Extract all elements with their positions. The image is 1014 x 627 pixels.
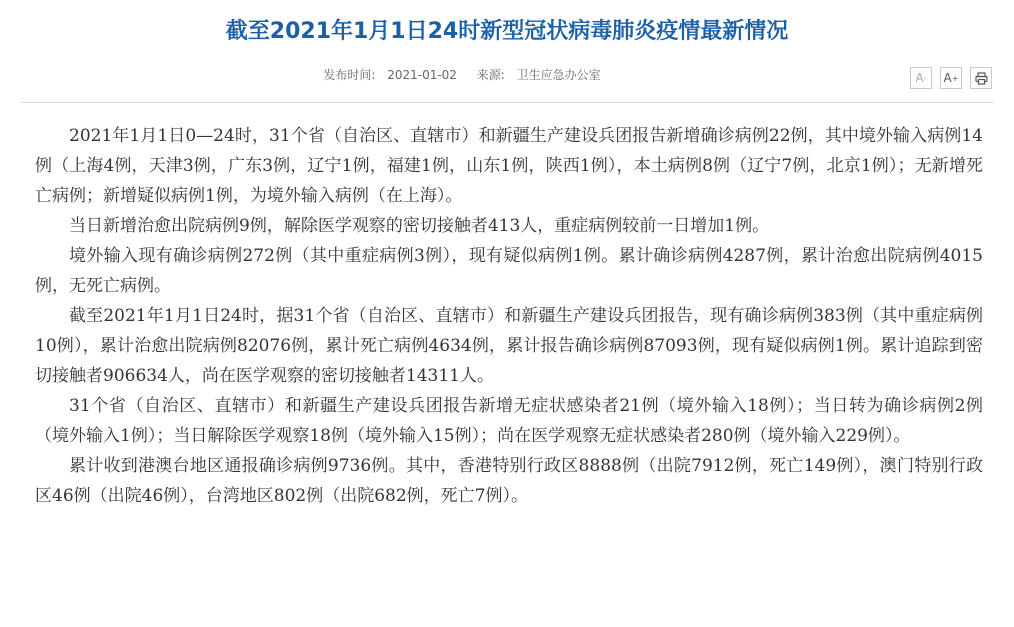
font-increase-label: A [943, 71, 952, 85]
publish-label: 发布时间: [323, 68, 376, 82]
paragraph: 截至2021年1月1日24时，据31个省（自治区、直辖市）和新疆生产建设兵团报告，现有确诊病例383例（其中重症病例10例），累计治愈出院病例82076例，累计死亡病例4634例，累计报告确诊病例87093例，现有疑似病例1例。累计追踪到密切接触者906634人，尚在医学观察的密切接触者14311人。 [35, 306, 983, 386]
paragraph: 累计收到港澳台地区通报确诊病例9736例。其中，香港特别行政区8888例（出院7912例，死亡149例），澳门特别行政区46例（出院46例），台湾地区802例（出院682例，死亡7例）。 [35, 456, 983, 506]
font-decrease-label: A [915, 71, 924, 85]
paragraph: 境外输入现有确诊病例272例（其中重症病例3例），现有疑似病例1例。累计确诊病例4287例，累计治愈出院病例4015例，无死亡病例。 [35, 246, 983, 296]
article-title: 截至2021年1月1日24时新型冠状病毒肺炎疫情最新情况 [225, 19, 789, 44]
font-increase-button[interactable] [940, 67, 962, 89]
font-decrease-mark: - [923, 73, 927, 83]
paragraph: 当日新增治愈出院病例9例，解除医学观察的密切接触者413人，重症病例较前一日增加1例。 [69, 216, 770, 236]
font-decrease-button[interactable] [910, 67, 932, 89]
source-label: 来源: [476, 68, 505, 82]
publish-date-value: 2021-01-02 [387, 68, 457, 82]
source-value: 卫生应急办公室 [516, 68, 601, 82]
printer-icon [975, 72, 988, 85]
article-meta [0, 66, 924, 83]
header-divider [20, 102, 994, 103]
paragraph: 31个省（自治区、直辖市）和新疆生产建设兵团报告新增无症状感染者21例（境外输入18例）；当日转为确诊病例2例（境外输入1例）；当日解除医学观察18例（境外输入15例）；尚在医学观察无症状感染者280例（境外输入229例）。 [35, 396, 983, 446]
paragraph: 2021年1月1日0—24时，31个省（自治区、直辖市）和新疆生产建设兵团报告新增确诊病例22例，其中境外输入病例14例（上海4例，天津3例，广东3例，辽宁1例，福建1例，山东1例，陕西1例），本土病例8例（辽宁7例，北京1例）；无新增死亡病例；新增疑似病例1例，为境外输入病例（在上海）。 [35, 126, 983, 206]
font-increase-mark: + [951, 73, 959, 83]
article-toolbar [910, 67, 992, 89]
print-button[interactable] [970, 67, 992, 89]
article-body [35, 121, 983, 511]
publish-date [319, 68, 461, 82]
article-source [473, 68, 605, 82]
